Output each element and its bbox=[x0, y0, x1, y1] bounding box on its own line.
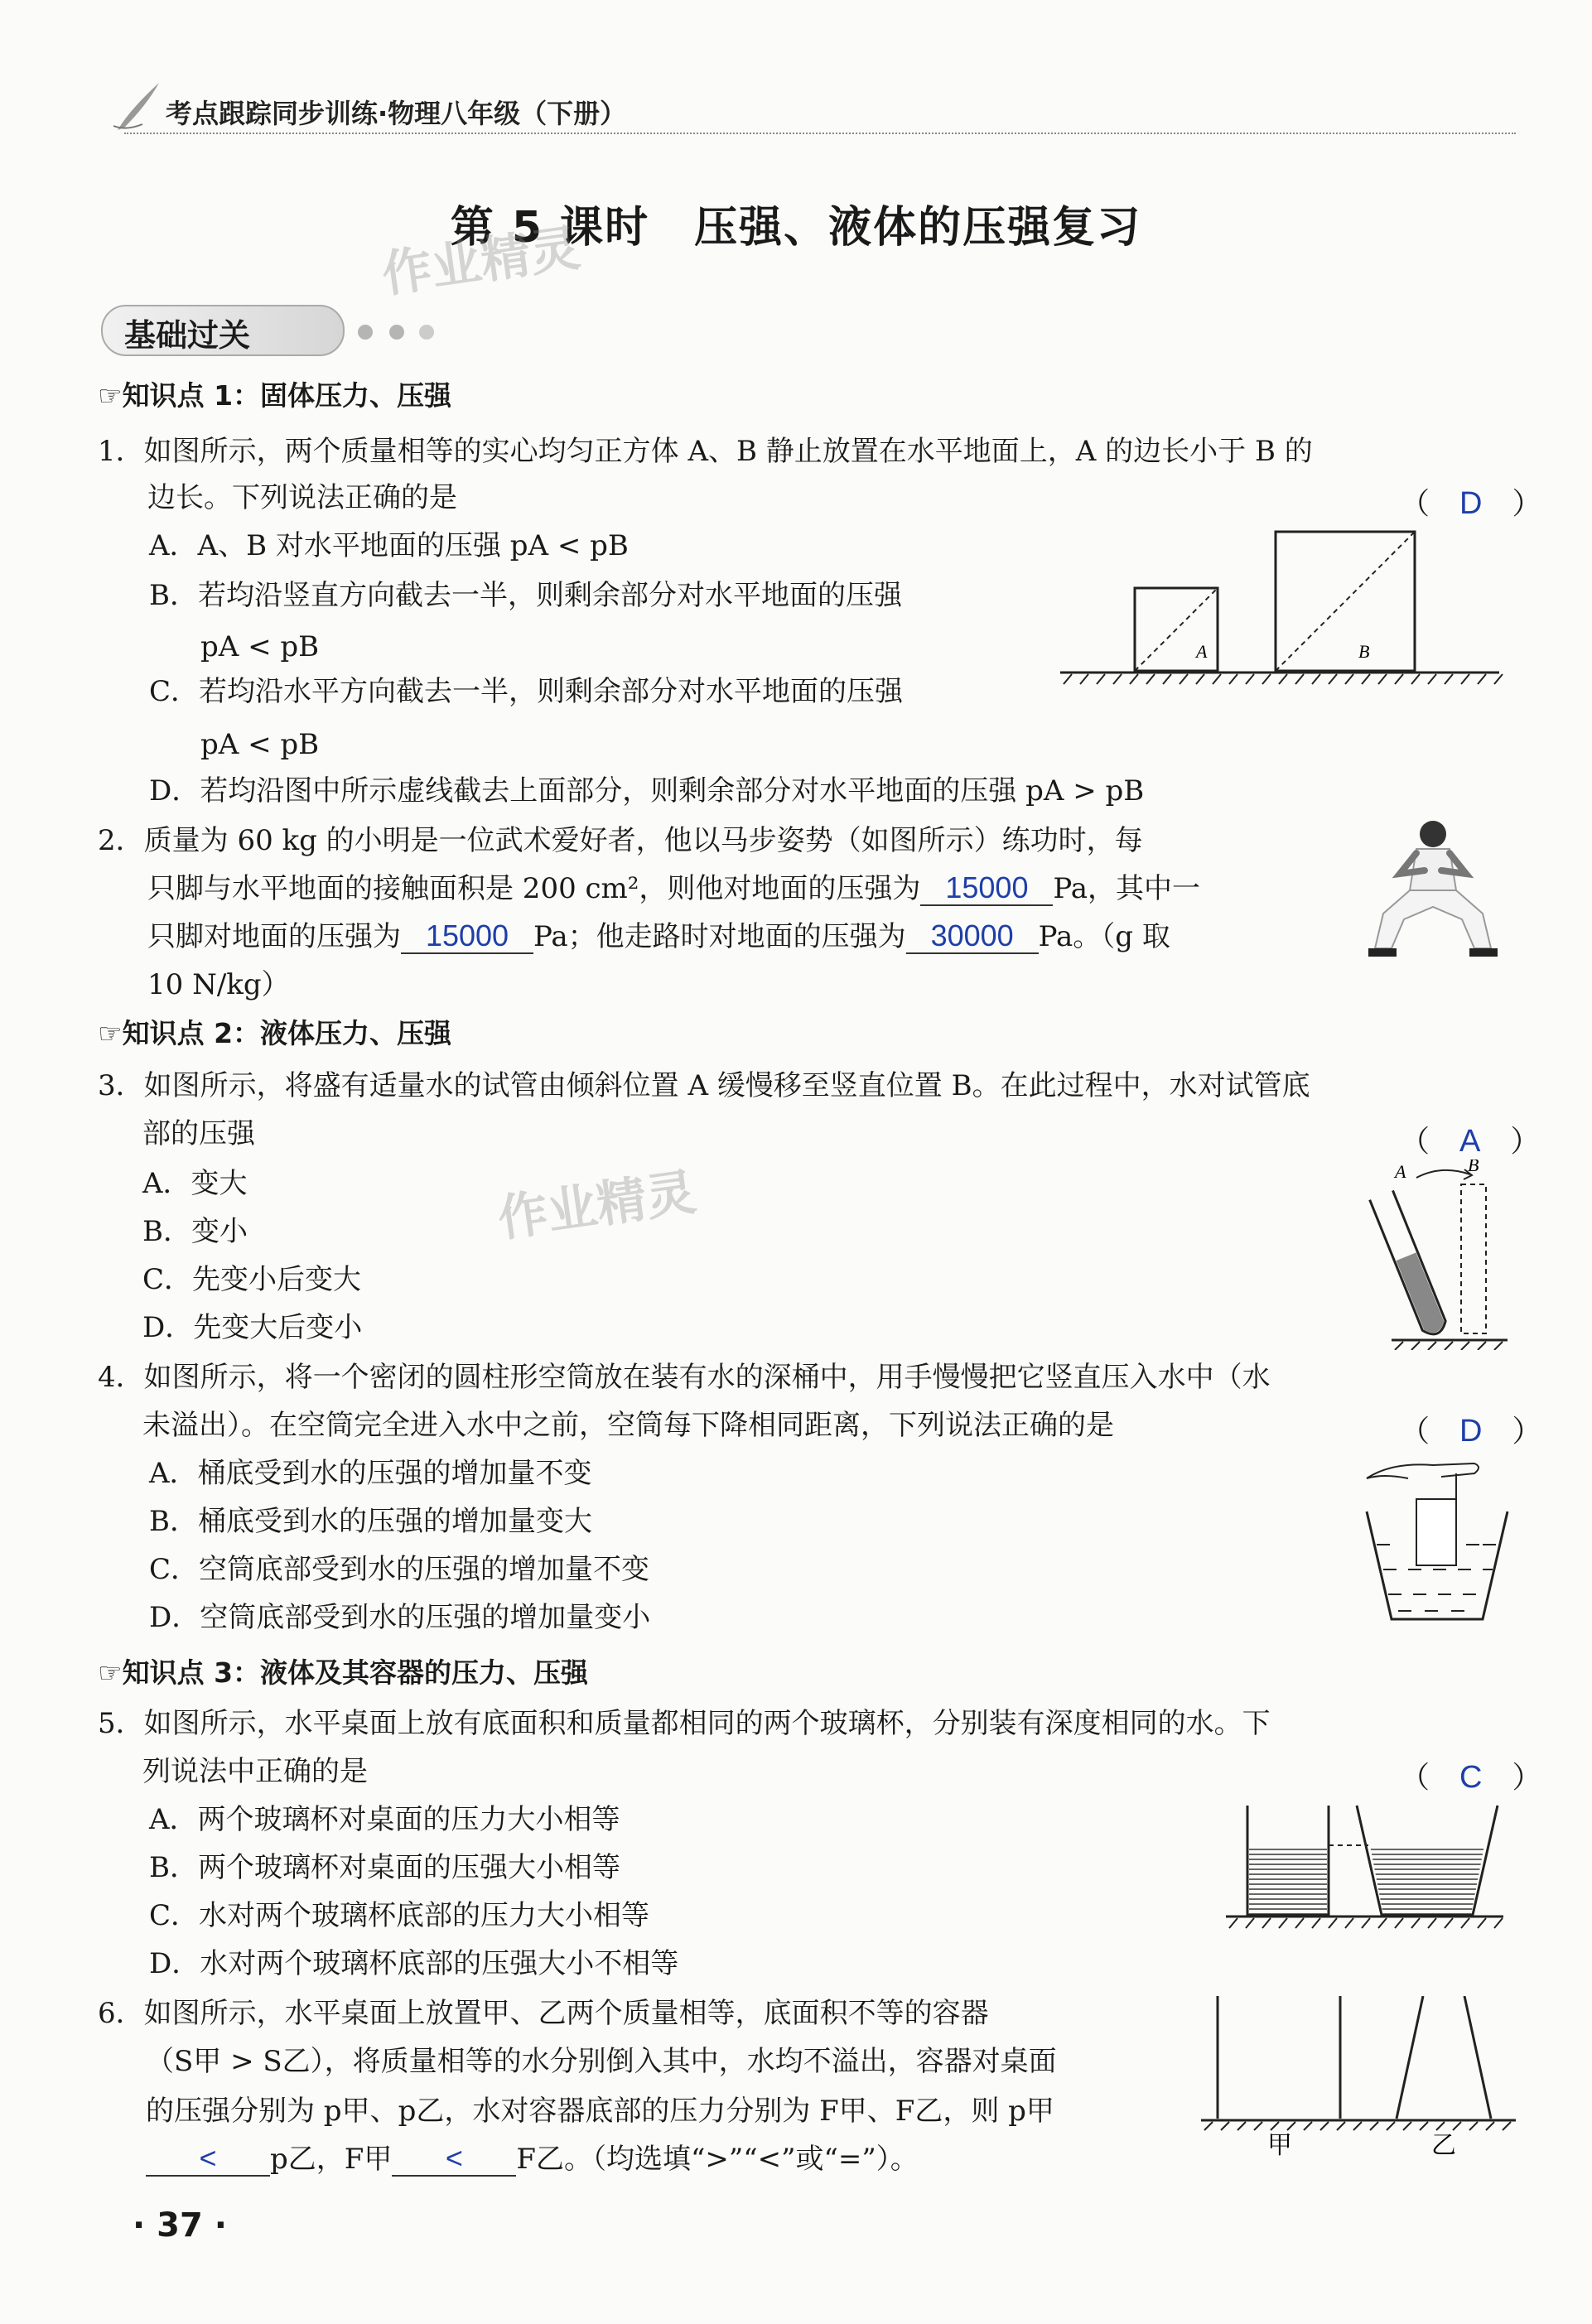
badge-dot bbox=[389, 325, 404, 340]
q1-option-d: D．若均沿图中所示虚线截去上面部分，则剩余部分对水平地面的压强 pA > pB bbox=[149, 774, 1145, 808]
knowledge-point-2: ☞知识点 2：液体压力、压强 bbox=[98, 1017, 452, 1049]
q6-containers-figure bbox=[1201, 1996, 1516, 2162]
q4-option-c: C．空筒底部受到水的压强的增加量不变 bbox=[149, 1553, 650, 1586]
feather-logo-icon bbox=[109, 76, 167, 134]
watermark: 作业精灵 bbox=[378, 219, 584, 305]
q5-line2: 列说法中正确的是 bbox=[142, 1755, 368, 1788]
q3-option-d: D．先变大后变小 bbox=[142, 1311, 363, 1344]
q2-line2: 只脚与水平地面的接触面积是 200 cm²，则他对地面的压强为 15000 Pa，其中一 bbox=[147, 870, 1201, 905]
q4-line2: 未溢出）。在空筒完全进入水中之前，空筒每下降相同距离，下列说法正确的是 bbox=[142, 1409, 1114, 1442]
q2-line3: 只脚对地面的压强为 15000 Pa；他走路时对地面的压强为 30000 Pa。（g 取 bbox=[147, 919, 1170, 953]
header-divider bbox=[124, 133, 1516, 134]
q4-bucket-figure bbox=[1358, 1454, 1516, 1627]
q5-answer: C bbox=[1459, 1760, 1483, 1795]
q3-answer: A bbox=[1459, 1124, 1481, 1159]
q6-line2: （S甲 > S乙），将质量相等的水分别倒入其中，水均不溢出，容器对桌面 bbox=[146, 2045, 1057, 2078]
q1-option-c-cont: pA < pB bbox=[200, 728, 320, 761]
q3-option-a: A．变大 bbox=[142, 1167, 248, 1200]
q5-answer-bracket: （ C ） bbox=[1400, 1760, 1542, 1795]
q1-line2: 边长。下列说法正确的是 bbox=[147, 481, 457, 514]
q1-answer-bracket: （ D ） bbox=[1400, 486, 1542, 521]
q5-option-a: A．两个玻璃杯对桌面的压力大小相等 bbox=[149, 1803, 620, 1836]
q1-fig-label-b: B bbox=[1358, 641, 1370, 662]
q4-answer: D bbox=[1459, 1414, 1483, 1449]
q4-option-d: D．空筒底部受到水的压强的增加量变小 bbox=[149, 1601, 651, 1634]
q2-line4: 10 N/kg） bbox=[147, 968, 290, 1001]
q3-line1: 3．如图所示，将盛有适量水的试管由倾斜位置 A 缓慢移至竖直位置 B。在此过程中，水对试管底 bbox=[98, 1069, 1310, 1102]
q3-option-b: B．变小 bbox=[142, 1215, 248, 1248]
q3-test-tube-figure bbox=[1358, 1160, 1508, 1350]
badge-dot bbox=[358, 325, 373, 340]
q5-glasses-figure bbox=[1218, 1797, 1508, 1938]
lesson-title: 第 5 课时 压强、液体的压强复习 bbox=[450, 203, 1142, 253]
q5-line1: 5．如图所示，水平桌面上放有底面积和质量都相同的两个玻璃杯，分别装有深度相同的水。下 bbox=[98, 1707, 1271, 1740]
q4-line1: 4．如图所示，将一个密闭的圆柱形空筒放在装有水的深桶中，用手慢慢把它竖直压入水中（水 bbox=[98, 1361, 1271, 1394]
knowledge-point-3: ☞知识点 3：液体及其容器的压力、压强 bbox=[98, 1656, 589, 1689]
q5-option-b: B．两个玻璃杯对桌面的压强大小相等 bbox=[149, 1851, 620, 1884]
q3-answer-bracket: （ A ） bbox=[1400, 1124, 1541, 1159]
q6-blank-1: < bbox=[146, 2142, 270, 2177]
q2-blank-3: 30000 bbox=[906, 919, 1039, 954]
q4-answer-bracket: （ D ） bbox=[1400, 1414, 1542, 1449]
q1-answer: D bbox=[1459, 486, 1483, 521]
watermark: 作业精灵 bbox=[494, 1163, 700, 1249]
q4-option-b: B．桶底受到水的压强的增加量变大 bbox=[149, 1505, 592, 1538]
badge-dot bbox=[419, 325, 434, 340]
q1-option-b: B．若均沿竖直方向截去一半，则剩余部分对水平地面的压强 bbox=[149, 579, 902, 612]
q1-cubes-figure bbox=[1052, 522, 1516, 696]
q2-blank-1: 15000 bbox=[920, 871, 1053, 906]
section-badge-label: 基础过关 bbox=[124, 317, 251, 354]
q3-line2: 部的压强 bbox=[142, 1117, 255, 1150]
q6-fig-label-yi: 乙 bbox=[1431, 2131, 1456, 2160]
header-title: 考点跟踪同步训练·物理八年级（下册） bbox=[166, 98, 627, 129]
q6-line4: < p乙，F甲 < F乙。（均选填“>”“<”或“=”）。 bbox=[146, 2135, 919, 2183]
martial-artist-photo bbox=[1358, 816, 1508, 965]
q3-fig-label-b: B bbox=[1468, 1160, 1479, 1175]
q5-option-c: C．水对两个玻璃杯底部的压力大小相等 bbox=[149, 1899, 650, 1932]
q6-line3: 的压强分别为 p甲、p乙，水对容器底部的压力分别为 F甲、F乙，则 p甲 bbox=[146, 2095, 1054, 2128]
q3-fig-label-a: A bbox=[1395, 1161, 1406, 1182]
q2-line1: 2．质量为 60 kg 的小明是一位武术爱好者，他以马步姿势（如图所示）练功时，每 bbox=[98, 824, 1143, 857]
q6-blank-2: < bbox=[392, 2142, 516, 2177]
q1-line1: 1．如图所示，两个质量相等的实心均匀正方体 A、B 静止放置在水平地面上，A 的边长小于 B 的 bbox=[98, 435, 1313, 468]
q2-blank-2: 15000 bbox=[401, 919, 533, 954]
q6-line1: 6．如图所示，水平桌面上放置甲、乙两个质量相等，底面积不等的容器 bbox=[98, 1997, 989, 2030]
page-number: · 37 · bbox=[133, 2206, 227, 2244]
q1-fig-label-a: A bbox=[1196, 641, 1208, 662]
q6-fig-label-jia: 甲 bbox=[1267, 2131, 1292, 2160]
q3-option-c: C．先变小后变大 bbox=[142, 1263, 362, 1296]
q5-option-d: D．水对两个玻璃杯底部的压强大小不相等 bbox=[149, 1947, 679, 1980]
q1-option-a: A．A、B 对水平地面的压强 pA < pB bbox=[149, 529, 629, 562]
q4-option-a: A．桶底受到水的压强的增加量不变 bbox=[149, 1457, 592, 1490]
q1-option-b-cont: pA < pB bbox=[200, 630, 320, 663]
q1-option-c: C．若均沿水平方向截去一半，则剩余部分对水平地面的压强 bbox=[149, 675, 904, 708]
knowledge-point-1: ☞知识点 1：固体压力、压强 bbox=[98, 379, 452, 412]
